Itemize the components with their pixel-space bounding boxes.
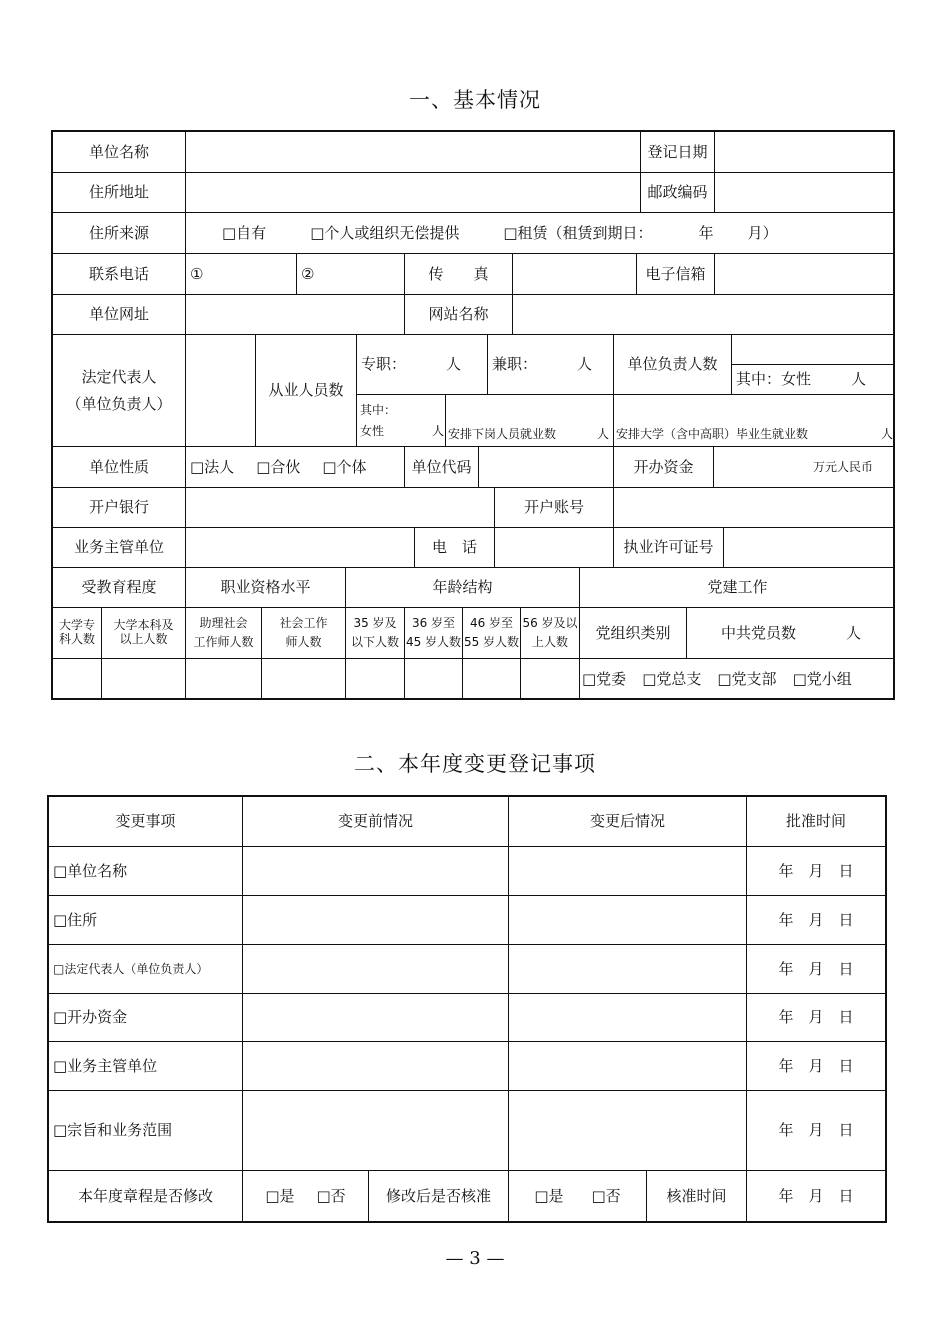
head-female-unit: 人 xyxy=(851,370,867,389)
staff-female-label: 女性 xyxy=(360,423,385,438)
option-legal-person[interactable]: □法人 xyxy=(190,457,235,476)
graduate-unit: 人 xyxy=(880,426,893,441)
val-edu-bachelor[interactable] xyxy=(102,659,186,700)
option-rent[interactable]: □租赁（租赁到期日： xyxy=(503,223,653,242)
capital-unit: 万元人民币 xyxy=(812,459,873,474)
header-item: 变更事项 xyxy=(49,797,243,847)
sub-age-36-45 xyxy=(405,608,463,659)
change-approve-date[interactable]: 年 月 日 xyxy=(747,945,885,994)
field-email[interactable] xyxy=(715,254,895,295)
field-address[interactable] xyxy=(186,173,641,213)
header-approve-time: 批准时间 xyxy=(747,797,885,847)
label-site-name: 网站名称 xyxy=(405,295,513,335)
change-after-field[interactable] xyxy=(509,1042,747,1091)
age-46-2: 55 岁人数 xyxy=(463,635,520,649)
label-approval-time: 核准时间 xyxy=(647,1171,747,1221)
qual-worker-1: 社会工作 xyxy=(279,616,328,630)
change-after-field[interactable] xyxy=(509,1091,747,1171)
change-after-field[interactable] xyxy=(509,945,747,994)
change-approve-date[interactable]: 年 月 日 xyxy=(747,1091,885,1171)
change-before-field[interactable] xyxy=(243,994,509,1042)
field-bank[interactable] xyxy=(186,488,495,528)
staff-female-of: 其中： xyxy=(360,402,397,417)
option-free[interactable]: □个人或组织无偿提供 xyxy=(310,223,460,242)
change-item-label[interactable]: □住所 xyxy=(49,896,243,945)
rent-year: 年 xyxy=(698,223,714,242)
change-approve-date[interactable]: 年 月 日 xyxy=(747,994,885,1042)
age-36-2: 45 岁人数 xyxy=(405,635,462,649)
option-approved-no[interactable]: □否 xyxy=(591,1186,621,1205)
full-time-unit: 人 xyxy=(446,355,462,374)
qual-worker-2: 师人数 xyxy=(285,635,322,649)
qual-assistant-1: 助理社会 xyxy=(199,616,248,630)
basic-info-table xyxy=(51,130,895,700)
edu-bachelor-2: 以上人数 xyxy=(119,632,168,646)
field-account[interactable] xyxy=(614,488,895,528)
val-age-36-45[interactable] xyxy=(405,659,463,700)
label-nature: 单位性质 xyxy=(53,447,186,488)
header-education: 受教育程度 xyxy=(53,568,186,608)
label-staff: 从业人员数 xyxy=(256,335,357,447)
change-before-field[interactable] xyxy=(243,896,509,945)
label-email: 电子信箱 xyxy=(637,254,715,295)
page-number: — 3 — xyxy=(445,1248,505,1269)
approval-time-date[interactable]: 年 月 日 xyxy=(778,1186,854,1205)
label-account: 开户账号 xyxy=(495,488,614,528)
laid-off-unit: 人 xyxy=(596,426,609,441)
field-head-count[interactable] xyxy=(732,335,895,365)
staff-full-time[interactable] xyxy=(357,335,488,395)
change-after-field[interactable] xyxy=(509,847,747,896)
label-unit-name: 单位名称 xyxy=(53,132,186,173)
head-female-label: 其中：女性 xyxy=(736,370,812,389)
val-age-46-55[interactable] xyxy=(463,659,521,700)
legal-rep-line2: （单位负责人） xyxy=(66,394,172,413)
label-bank: 开户银行 xyxy=(53,488,186,528)
edu-bachelor-1: 大学本科及 xyxy=(113,618,174,633)
field-unit-code[interactable] xyxy=(479,447,614,488)
label-org-type: 党组织类别 xyxy=(580,608,687,659)
graduate-label: 安排大学（含中高职）毕业生就业数 xyxy=(616,426,809,441)
field-capital[interactable] xyxy=(714,447,895,488)
change-item-label[interactable]: □开办资金 xyxy=(49,994,243,1042)
sub-qual-assistant xyxy=(186,608,262,659)
header-after: 变更后情况 xyxy=(509,797,747,847)
header-age: 年龄结构 xyxy=(346,568,580,608)
age-46-1: 46 岁至 xyxy=(469,616,514,630)
label-license: 执业许可证号 xyxy=(614,528,724,568)
edu-college-1: 大学专 xyxy=(58,618,95,633)
section-title-change: 二、本年度变更登记事项 xyxy=(354,752,596,776)
age-36-1: 36 岁至 xyxy=(411,616,456,630)
change-table xyxy=(47,795,887,1223)
laid-off-employment[interactable] xyxy=(446,395,614,447)
field-postcode[interactable] xyxy=(715,173,895,213)
field-phone-1[interactable]: ① xyxy=(186,254,297,295)
field-license[interactable] xyxy=(724,528,895,568)
graduate-employment[interactable] xyxy=(614,395,895,447)
change-item-label[interactable]: □业务主管单位 xyxy=(49,1042,243,1091)
sub-qual-worker xyxy=(262,608,346,659)
staff-part-time[interactable] xyxy=(488,335,614,395)
part-time-unit: 人 xyxy=(577,355,593,374)
header-party: 党建工作 xyxy=(580,568,895,608)
label-address: 住所地址 xyxy=(53,173,186,213)
change-approve-date[interactable]: 年 月 日 xyxy=(747,1042,885,1091)
full-time-label: 专职： xyxy=(361,355,407,374)
field-tel[interactable] xyxy=(495,528,614,568)
field-website[interactable] xyxy=(186,295,405,335)
header-before: 变更前情况 xyxy=(243,797,509,847)
label-head-count: 单位负责人数 xyxy=(614,335,732,395)
label-tel: 电 话 xyxy=(415,528,495,568)
field-authority[interactable] xyxy=(186,528,415,568)
staff-female[interactable] xyxy=(357,395,446,447)
section-title-basic: 一、基本情况 xyxy=(409,88,541,112)
label-reg-date: 登记日期 xyxy=(641,132,715,173)
label-website: 单位网址 xyxy=(53,295,186,335)
change-item-label[interactable]: □宗旨和业务范围 xyxy=(49,1091,243,1171)
label-phone: 联系电话 xyxy=(53,254,186,295)
val-qual-assistant[interactable] xyxy=(186,659,262,700)
option-party-branch[interactable]: □党支部 xyxy=(717,670,777,689)
rent-month: 月） xyxy=(747,223,778,242)
address-source-options xyxy=(186,213,895,254)
val-qual-worker[interactable] xyxy=(262,659,346,700)
change-before-field[interactable] xyxy=(243,847,509,896)
field-reg-date[interactable] xyxy=(715,132,895,173)
change-before-field[interactable] xyxy=(243,1042,509,1091)
option-approved-yes[interactable]: □是 xyxy=(534,1186,564,1205)
field-site-name[interactable] xyxy=(513,295,895,335)
legal-rep-line1: 法定代表人 xyxy=(81,367,157,386)
label-capital: 开办资金 xyxy=(614,447,714,488)
label-approved-after: 修改后是否核准 xyxy=(369,1171,509,1221)
val-age-35[interactable] xyxy=(346,659,405,700)
sub-edu-college xyxy=(53,608,102,659)
label-legal-rep xyxy=(53,335,186,447)
sub-age-35 xyxy=(346,608,405,659)
option-partnership[interactable]: □合伙 xyxy=(256,457,301,476)
label-fax: 传 真 xyxy=(405,254,513,295)
head-count-female[interactable] xyxy=(732,365,895,395)
change-after-field[interactable] xyxy=(509,896,747,945)
field-fax[interactable] xyxy=(513,254,637,295)
charter-modified-options xyxy=(243,1171,369,1221)
change-approve-date[interactable]: 年 月 日 xyxy=(747,896,885,945)
party-members[interactable] xyxy=(687,608,895,659)
sub-edu-bachelor xyxy=(102,608,186,659)
val-edu-college[interactable] xyxy=(53,659,102,700)
laid-off-label: 安排下岗人员就业数 xyxy=(448,426,557,441)
sub-age-46-55 xyxy=(463,608,521,659)
change-item-label[interactable]: □法定代表人（单位负责人） xyxy=(49,945,243,994)
age-35-2: 以下人数 xyxy=(350,635,399,649)
field-legal-rep[interactable] xyxy=(186,335,256,447)
qual-assistant-2: 工作师人数 xyxy=(193,635,254,649)
option-charter-yes[interactable]: □是 xyxy=(265,1186,295,1205)
option-own[interactable]: □自有 xyxy=(222,223,267,242)
change-before-field[interactable] xyxy=(243,945,509,994)
option-party-general-branch[interactable]: □党总支 xyxy=(642,670,702,689)
change-before-field[interactable] xyxy=(243,1091,509,1171)
option-party-group[interactable]: □党小组 xyxy=(792,670,852,689)
field-unit-name[interactable] xyxy=(186,132,641,173)
staff-female-unit: 人 xyxy=(431,423,444,438)
label-address-source: 住所来源 xyxy=(53,213,186,254)
approved-after-options xyxy=(509,1171,647,1221)
members-unit: 人 xyxy=(846,623,862,642)
label-authority: 业务主管单位 xyxy=(53,528,186,568)
age-56-1: 56 岁及以 xyxy=(522,616,578,630)
members-label: 中共党员数 xyxy=(720,623,796,642)
val-age-56[interactable] xyxy=(521,659,580,700)
part-time-label: 兼职： xyxy=(492,355,538,374)
change-after-field[interactable] xyxy=(509,994,747,1042)
option-charter-no[interactable]: □否 xyxy=(316,1186,346,1205)
option-party-committee[interactable]: □党委 xyxy=(582,670,627,689)
label-charter-modified: 本年度章程是否修改 xyxy=(49,1171,243,1221)
header-qualification: 职业资格水平 xyxy=(186,568,346,608)
age-56-2: 上人数 xyxy=(531,635,568,649)
label-postcode: 邮政编码 xyxy=(641,173,715,213)
age-35-1: 35 岁及 xyxy=(353,616,397,630)
change-item-label[interactable]: □单位名称 xyxy=(49,847,243,896)
sub-age-56 xyxy=(521,608,580,659)
field-phone-2[interactable]: ② xyxy=(297,254,405,295)
option-individual[interactable]: □个体 xyxy=(322,457,367,476)
change-approve-date[interactable]: 年 月 日 xyxy=(747,847,885,896)
label-unit-code: 单位代码 xyxy=(405,447,479,488)
party-org-options xyxy=(580,659,895,700)
nature-options xyxy=(186,447,405,488)
edu-college-2: 科人数 xyxy=(58,632,95,646)
